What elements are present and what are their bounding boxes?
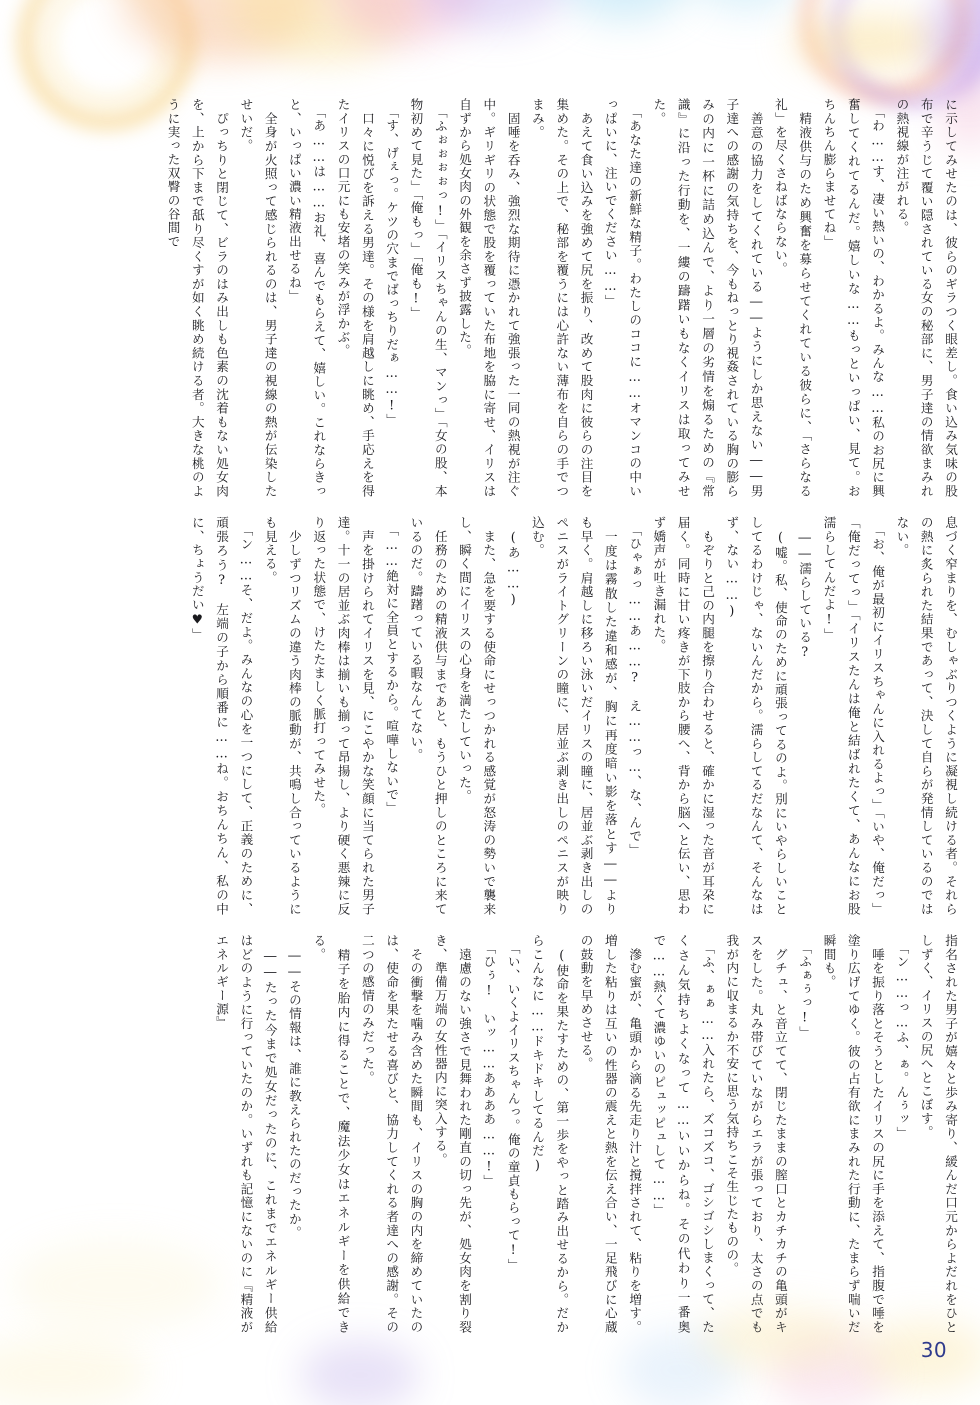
page-number: 30 [920, 1338, 947, 1362]
text-block-1: に示してみせたのは、彼らのギラつく眼差し。食い込み気味の股布で辛うじて覆い隠されている女の秘部に、男子達の情欲まみれの熱視線が注がれる。 「わ……す、凄い熱いの、わかるよ。みんな……私のお尻に興奮してくれてるんだ。嬉しいな……もっといっぱい、見て。おちんちん膨らませてね」 精液供与のため興奮を募らせてくれている彼らに、「さらなる礼」を尽くさねばならない。 善意の協力をしてくれている――ようにしか思えない――男子達への感謝の気持ちを、今もねっとり視姦されている胸の膨らみの内に一杯に詰め込んで、より一層の劣情を煽るための『常識』に沿った行動を、一縷の躊躇いもなくイリスは取ってみせた。 「あなた達の新鮮な精子。わたしのココに……オマンコの中いっぱいに、注いでください……」 あえて食い込みを強めて尻を振り、改めて股肉に彼らの注目を集めた。その上で、秘部を覆うには心許ない薄布を自らの手でつまみ。 固唾を呑み、強烈な期待に憑かれて強張った一同の熱視が注ぐ中。ギリギリの状態で股を覆っていた布地を脇に寄せ、イリスは自ずから処女肉の外観を余さず披露した。 「ふぉぉぉぉっ!」「イリスちゃんの生、マンっ」「女の股、本物初めて見た」「俺もっ」「俺も!」 「す、げぇっ。ケツの穴までばっちりだぁ……!」 口々に悦びを訴える男達。その様を肩越しに眺め、手応えを得たイリスの口元にも安堵の笑みが浮かぶ。 「あ……は……お礼、喜んでもらえて、嬉しい。これならきっと、いっぱい濃い精液出せるね」 全身が火照って感じられるのは、男子達の視線の熱が伝染したせいだ。 ぴっちりと閉じて、ビラのはみ出しも色素の沈着もない処女肉を、上から下まで舐り尽くすが如く眺め続ける者。大きな桃のように実った双臀の谷間で [165, 98, 958, 498]
text-block-3: 指名された男子が嬉々と歩み寄り、緩んだ口元からよだれをひとしずく、イリスの尻へとこぼす。 「ン……っ…ふ、ぁ。んぅッ」 唾を振り落とそうとしたイリスの尻に手を添えて、指腹で唾を塗り広げてゆく。彼の占有欲にまみれた行動に、たまらず喘いだ瞬間も。 「ふぁぅっ!」 グチュ、と音立てて、閉じたままの膣口とカチカチの亀頭がキスをした。丸み帯びていながらエラが張っており、太さの点でも我が内に収まるか不安に思う気持ちこそ生じたものの。 「ふ、ぁぁ……入れたら、ズコズコ、ゴシゴシしまくって、たくさん気持ちよくなって……いいからね。その代わり一番奥で……熱くて濃ゆいのピュッピュして……」 滲む蜜が、亀頭から滴る先走り汁と撹拌されて、粘りを増す。増した粘りは互いの性器の震えと熱を伝え合い、一足飛びに心蔵の鼓動を早めさせる。 (使命を果たすための、第一歩をやっと踏み出せるから。だからこんなに……ドキドキしてるんだ) 「い、いくよイリスちゃんっ。俺の童貞もらって!」 「ひぅ! いッ……ああああ……!」 遠慮のない強さで見舞われた剛直の切っ先が、処女肉を割り裂き、準備万端の女性器内に突入する。 その衝撃を噛み含めた瞬間も、イリスの胸の内を締めていたのは、使命を果たせる喜びと、協力してくれる者達への感謝。その二つの感情のみだった。 精子を胎内に得ることで、魔法少女はエネルギーを供給できる。 ――その情報は、誰に教えられたのだったか。 ――たった今まで処女だったのに、これまでエネルギー供給はどのように行っていたのか。いずれも記憶にないのに『精液がエネルギー源』 [214, 934, 958, 1334]
text-block-2: 息づく窄まりを、むしゃぶりつくように凝視し続ける者。それらの熱に炙られた結果であって、決して自らが発情しているのではない。 「お、俺が最初にイリスちゃんに入れるよっ」「いや、俺だっ」「俺だってっ」「イリスたんは俺と結ばれたくて、あんなにお股濡らしてんだよ!」 ――濡らしている? (嘘。私、使命のために頑張ってるのよ。別にいやらしいことしてるわけじゃ、ないんだから。濡らしてるだなんて、そんなはず、ない……) もぞりと己の内腿を擦り合わせると、確かに湿った音が耳朶に届く。同時に甘い疼きが下肢から腰へ、背から脳へと伝い、思わず嬌声が吐き漏れた。 「ひゃぁっ……あ……? え……っ…、な、んで」 一度は霧散した違和感が、胸に再度暗い影を落とす――よりも早く。肩越しに移ろい泳いだイリスの瞳に、居並ぶ剥き出しのペニスがライトグリーンの瞳に、居並ぶ剥き出しのペニスが映り込む。 (あ……) また、急を要する使命にせっつかれる感覚が怒涛の勢いで襲来し、瞬く間にイリスの心身を満たしていった。 任務のための精液供与まであと、もうひと押しのところに来ているのだ。躊躇っている暇なんてない。 「……絶対に全員とするから。喧嘩しないで」 声を掛けられてイリスを見、にこやかな笑顔に当てられた男子達。十一の居並ぶ肉棒は揃いも揃って昂揚し、より硬く悪辣に反り返った状態で、けたたましく脈打ってみせた。 少しずつリズムの違う肉棒の脈動が、共鳴し合っているようにも見える。 「ン……そ、だよ。みんなの心を一つにして、正義のために、頑張ろう? 左端の子から順番に……ね。おちんちん、私の中に、ちょうだい♥」 [189, 516, 958, 916]
